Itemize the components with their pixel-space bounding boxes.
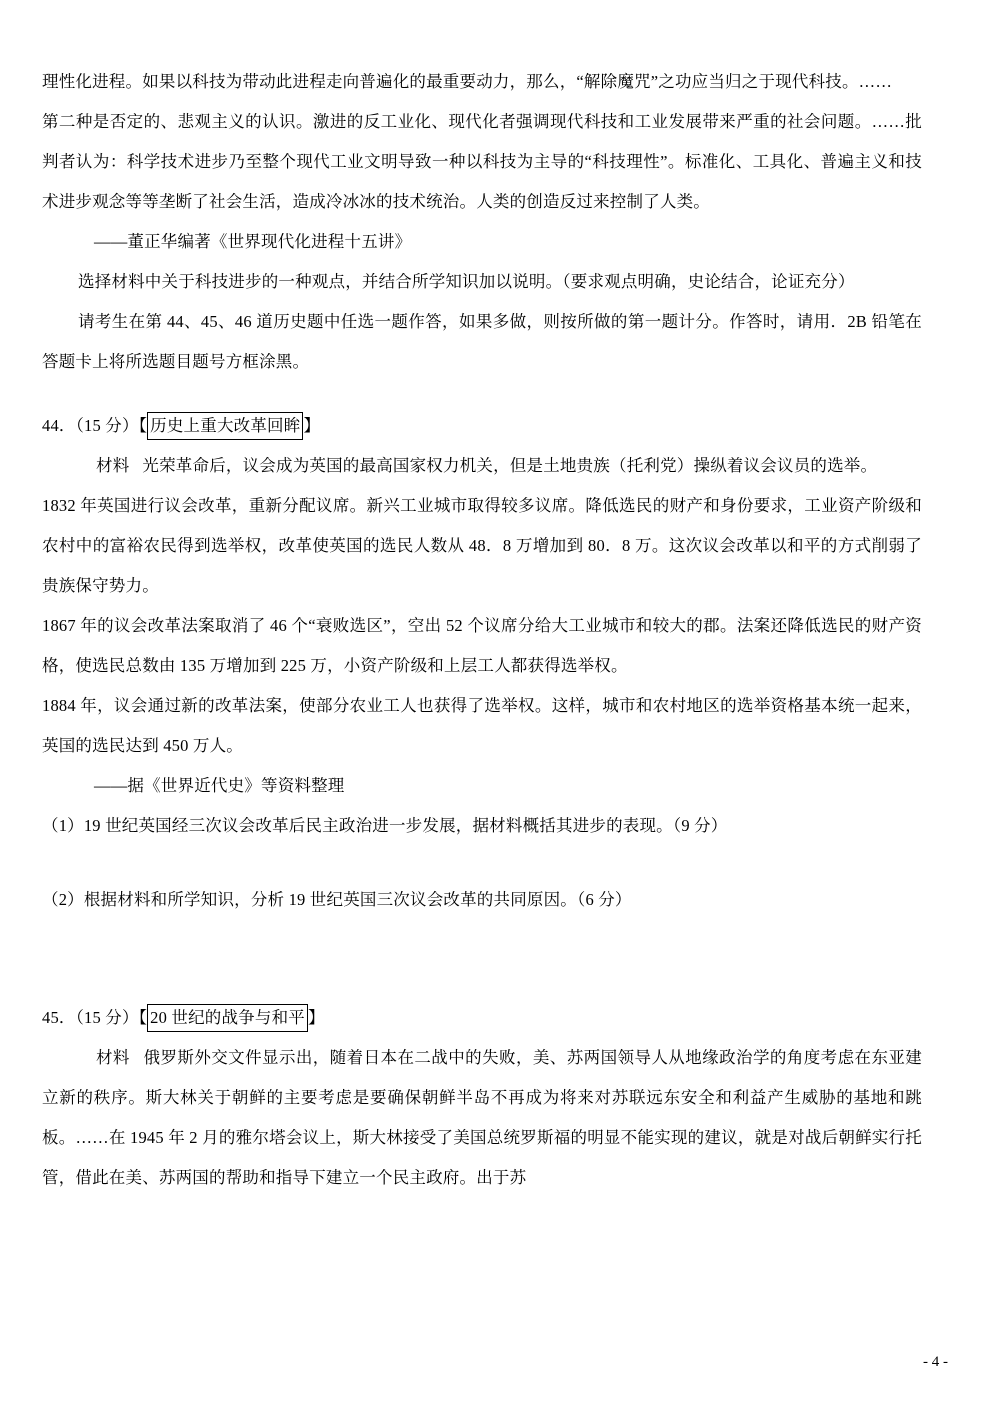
question-44-material-para-4: 1884 年，议会通过新的改革法案，使部分农业工人也获得了选举权。这样，城市和农村地区的选举资格基本统一起来，英国的选民达到 450 万人。	[42, 696, 922, 755]
material-text-44-1: 光荣革命后，议会成为英国的最高国家权力机关，但是土地贵族（托利党）操纵着议会议员的选举。	[142, 456, 878, 475]
question-44-bracket-open: 【	[138, 416, 148, 435]
question-44-number: 44．（15 分）	[42, 416, 139, 435]
question-44-sub-1: （1）19 世纪英国经三次议会改革后民主政治进一步发展，据材料概括其进步的表现。（9 分）	[42, 816, 728, 835]
question-45-heading	[42, 998, 922, 1038]
question-44-material-para-1	[42, 446, 922, 486]
paragraph-instruction-choice: 请考生在第 44、45、46 道历史题中任选一题作答，如果多做，则按所做的第一题计分。作答时，请用．2B 铅笔在答题卡上将所选题目题号方框涂黑。	[42, 312, 922, 371]
question-45-bracket-open: 【	[138, 1008, 148, 1027]
answer-space-44-1	[42, 846, 922, 880]
answer-space-44-2	[42, 920, 922, 998]
page-content	[42, 62, 922, 1198]
material-text-45-1: 俄罗斯外交文件显示出，随着日本在二战中的失败，美、苏两国领导人从地缘政治学的角度考虑在东亚建立新的秩序。斯大林关于朝鲜的主要考虑是要确保朝鲜半岛不再成为将来对苏联远东安全和利益产生威胁的基地和跳板。……在 1945 年 2 月的雅尔塔会议上，斯大林接受了美国总统罗斯福的明显不能实现的建议，就是对战后朝鲜实行托管，借此在美、苏两国的帮助和指导下建立一个民主政府。出于苏	[42, 1048, 922, 1187]
question-44-material-para-3: 1867 年的议会改革法案取消了 46 个“衰败选区”，空出 52 个议席分给大工业城市和较大的郡。法案还降低选民的财产资格，使选民总数由 135 万增加到 225 万，小资产阶级和上层工人都获得选举权。	[42, 616, 922, 675]
paragraph-instruction-essay: 选择材料中关于科技进步的一种观点，并结合所学知识加以说明。（要求观点明确，史论结合，论证充分）	[78, 272, 855, 291]
question-44-tag: 历史上重大改革回眸	[147, 412, 303, 440]
question-44-sub-2: （2）根据材料和所学知识，分析 19 世纪英国三次议会改革的共同原因。（6 分）	[42, 890, 632, 909]
question-45-tag: 20 世纪的战争与和平	[147, 1004, 308, 1032]
paragraph-pessimistic-view: 第二种是否定的、悲观主义的认识。激进的反工业化、现代化者强调现代科技和工业发展带来严重的社会问题。……批判者认为：科学技术进步乃至整个现代工业文明导致一种以科技为主导的“科技理性”。标准化、工具化、普遍主义和技术进步观念等等垄断了社会生活，造成冷冰冰的技术统治。人类的创造反过来控制了人类。	[42, 112, 922, 211]
material-label-45: 材料	[96, 1048, 130, 1067]
source-citation-1: ——董正华编著《世界现代化进程十五讲》	[94, 232, 412, 251]
question-44-material-para-2: 1832 年英国进行议会改革，重新分配议席。新兴工业城市取得较多议席。降低选民的财产和身份要求，工业资产阶级和农村中的富裕农民得到选举权，改革使英国的选民人数从 48．8 万增加到 80．8 万。这次议会改革以和平的方式削弱了贵族保守势力。	[42, 496, 922, 595]
material-label-44: 材料	[96, 456, 130, 475]
question-45-number: 45．（15 分）	[42, 1008, 139, 1027]
question-45-material-para-1	[42, 1038, 922, 1198]
page-number: - 4 -	[923, 1354, 948, 1370]
question-45-bracket-close: 】	[307, 1008, 325, 1027]
paragraph-rationalization: 理性化进程。如果以科技为带动此进程走向普遍化的最重要动力，那么，“解除魔咒”之功应当归之于现代科技。……	[42, 72, 893, 91]
source-citation-44: ——据《世界近代史》等资料整理	[94, 776, 345, 795]
question-44-bracket-close: 】	[303, 416, 321, 435]
question-44-heading	[42, 406, 922, 446]
